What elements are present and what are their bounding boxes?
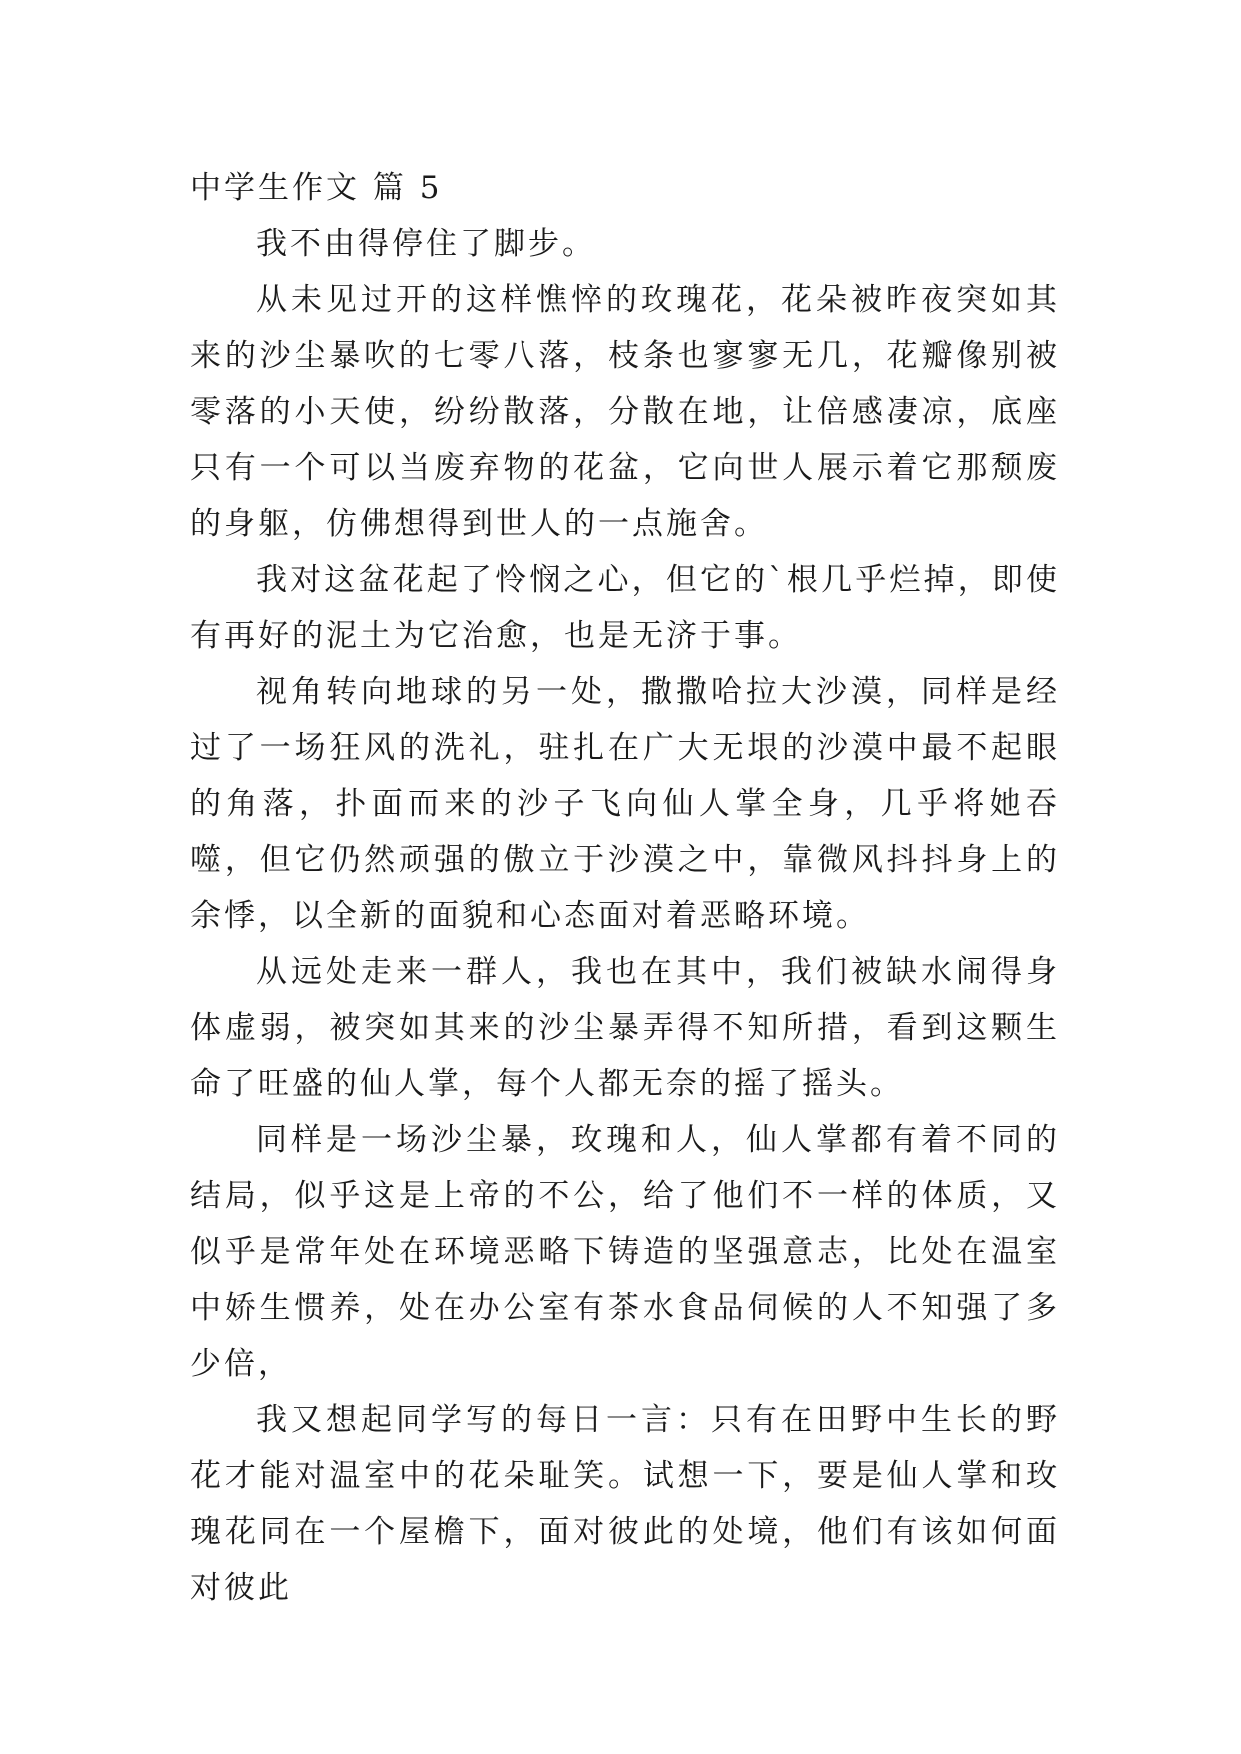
paragraph: 我又想起同学写的每日一言：只有在田野中生长的野花才能对温室中的花朵耻笑。试想一下，要是仙人掌和玫瑰花同在一个屋檐下，面对彼此的处境，他们有该如何面对彼此: [190, 1402, 1060, 1606]
paragraph: 从远处走来一群人，我也在其中，我们被缺水闹得身体虚弱，被突如其来的沙尘暴弄得不知所措，看到这颗生命了旺盛的仙人掌，每个人都无奈的摇了摇头。: [190, 954, 1060, 1102]
document-page: [190, 160, 1060, 1616]
paragraph: 同样是一场沙尘暴，玫瑰和人，仙人掌都有着不同的结局，似乎这是上帝的不公，给了他们不一样的体质，又似乎是常年处在环境恶略下铸造的坚强意志，比处在温室中娇生惯养，处在办公室有茶水食品伺候的人不知强了多少倍，: [190, 1122, 1060, 1382]
paragraph: 从未见过开的这样憔悴的玫瑰花，花朵被昨夜突如其来的沙尘暴吹的七零八落，枝条也寥寥无几，花瓣像别被零落的小天使，纷纷散落，分散在地，让倍感凄凉，底座只有一个可以当废弃物的花盆，它向世人展示着它那颓废的身躯，仿佛想得到世人的一点施舍。: [190, 282, 1060, 542]
document-heading: 中学生作文 篇 5: [190, 170, 443, 206]
paragraph: 视角转向地球的另一处，撒撒哈拉大沙漠，同样是经过了一场狂风的洗礼，驻扎在广大无垠的沙漠中最不起眼的角落，扑面而来的沙子飞向仙人掌全身，几乎将她吞噬，但它仍然顽强的傲立于沙漠之中，靠微风抖抖身上的余悸，以全新的面貌和心态面对着恶略环境。: [190, 674, 1060, 934]
paragraph: 我不由得停住了脚步。: [256, 226, 596, 262]
paragraph: 我对这盆花起了怜悯之心，但它的`根几乎烂掉，即使有再好的泥土为它治愈，也是无济于事。: [190, 562, 1060, 654]
